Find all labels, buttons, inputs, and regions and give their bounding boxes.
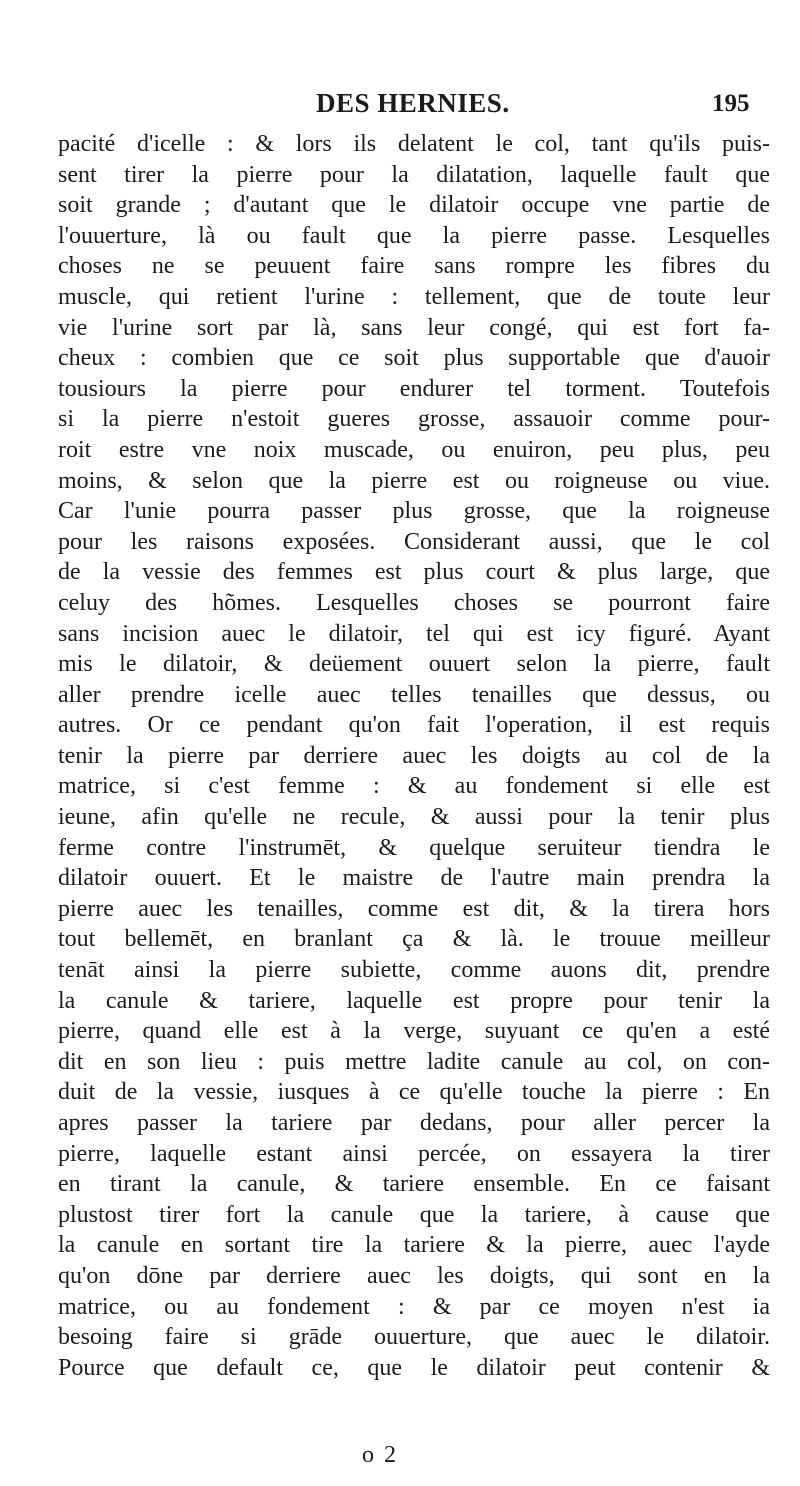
text-line: cheux : combien que ce soit plus supportable que d'auoir xyxy=(58,345,770,372)
text-line: soit grande ; d'autant que le dilatoir occupe vne partie de xyxy=(58,192,770,219)
text-line: dit en son lieu : puis mettre ladite canule au col, on con- xyxy=(58,1048,770,1075)
text-line: Car l'unie pourra passer plus grosse, que la roigneuse xyxy=(58,498,770,525)
text-line: tenir la pierre par derriere auec les doigts au col de la xyxy=(58,742,770,769)
signature-mark: o 2 xyxy=(362,1442,398,1468)
text-line: matrice, si c'est femme : & au fondement si elle est xyxy=(58,773,770,800)
text-line: tousiours la pierre pour endurer tel torment. Toutefois xyxy=(58,375,770,402)
text-line: apres passer la tariere par dedans, pour aller percer la xyxy=(58,1110,770,1136)
text-line: autres. Or ce pendant qu'on fait l'operation, il est requis xyxy=(58,712,770,739)
text-line: de la vessie des femmes est plus court & plus large, que xyxy=(58,559,770,586)
text-line: tout bellemēt, en branlant ça & là. le trouue meilleur xyxy=(58,926,770,953)
text-line: mis le dilatoir, & deüement ouuert selon la pierre, fault xyxy=(58,651,770,678)
running-title: DES HERNIES. xyxy=(316,88,510,118)
text-line: la canule en sortant tire la tariere & la pierre, auec l'ayde xyxy=(58,1232,770,1259)
text-line: dilatoir ouuert. Et le maistre de l'autre main prendra la xyxy=(58,865,770,892)
text-line: plustost tirer fort la canule que la tariere, à cause que xyxy=(58,1201,770,1228)
text-line: matrice, ou au fondement : & par ce moyen n'est ia xyxy=(58,1293,770,1320)
text-line: choses ne se peuuent faire sans rompre les fibres du xyxy=(58,253,770,280)
text-line: vie l'urine sort par là, sans leur congé, qui est fort fa- xyxy=(58,314,770,341)
text-line: muscle, qui retient l'urine : tellement, que de toute leur xyxy=(58,283,770,310)
body-text xyxy=(58,129,770,1383)
text-line: ferme contre l'instrumēt, & quelque seruiteur tiendra le xyxy=(58,834,770,861)
text-line: qu'on dōne par derriere auec les doigts, qui sont en la xyxy=(58,1262,770,1289)
text-line: Pource que default ce, que le dilatoir peut contenir & xyxy=(58,1354,770,1381)
text-line: roit estre vne noix muscade, ou enuiron, peu plus, peu xyxy=(58,436,770,463)
text-line: pierre, laquelle estant ainsi percée, on essayera la tirer xyxy=(58,1140,770,1167)
text-line: la canule & tariere, laquelle est propre pour tenir la xyxy=(58,987,770,1014)
text-line: pierre, quand elle est à la verge, suyuant ce qu'en a esté xyxy=(58,1018,770,1045)
running-head xyxy=(0,88,800,122)
text-line: l'ouuerture, là ou fault que la pierre passe. Lesquelles xyxy=(58,222,770,249)
text-line: sent tirer la pierre pour la dilatation, laquelle fault que xyxy=(58,161,770,188)
text-line: si la pierre n'estoit gueres grosse, assauoir comme pour- xyxy=(58,406,770,433)
text-line: besoing faire si grāde ouuerture, que auec le dilatoir. xyxy=(58,1324,770,1351)
text-line: sans incision auec le dilatoir, tel qui est icy figuré. Ayant xyxy=(58,620,770,647)
text-line: pierre auec les tenailles, comme est dit, & la tirera hors xyxy=(58,895,770,922)
text-line: en tirant la canule, & tariere ensemble. En ce faisant xyxy=(58,1171,770,1198)
text-line: moins, & selon que la pierre est ou roigneuse ou viue. xyxy=(58,467,770,494)
text-line: ieune, afin qu'elle ne recule, & aussi pour la tenir plus xyxy=(58,804,770,831)
text-line: duit de la vessie, iusques à ce qu'elle touche la pierre : En xyxy=(58,1079,770,1106)
text-line: tenāt ainsi la pierre subiette, comme auons dit, prendre xyxy=(58,957,770,984)
text-line: celuy des hõmes. Lesquelles choses se pourront faire xyxy=(58,589,770,616)
page-number: 195 xyxy=(712,90,750,117)
text-line: pour les raisons exposées. Considerant aussi, que le col xyxy=(58,528,770,555)
text-line: aller prendre icelle auec telles tenailles que dessus, ou xyxy=(58,681,770,708)
text-line: pacité d'icelle : & lors ils delatent le col, tant qu'ils puis- xyxy=(58,131,770,157)
